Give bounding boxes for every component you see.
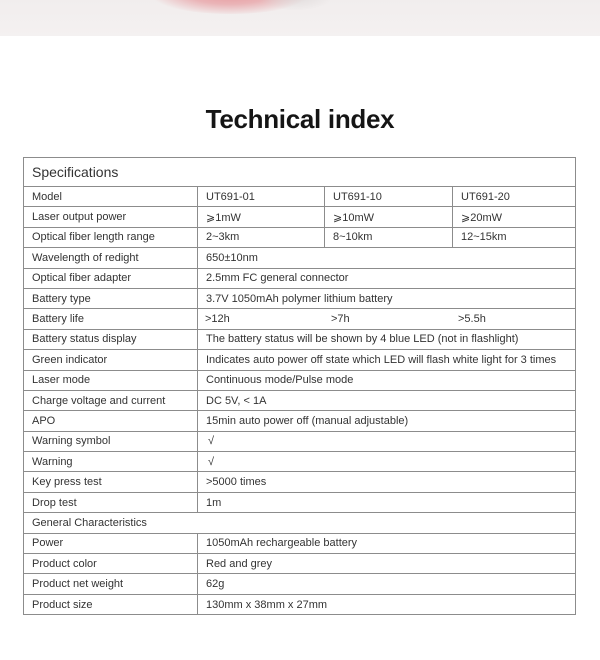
row-label: Product net weight bbox=[24, 574, 198, 594]
table-row bbox=[24, 452, 576, 472]
table-row bbox=[24, 329, 576, 349]
row-label: Laser output power bbox=[24, 207, 198, 227]
cell-value: UT691-10 bbox=[325, 187, 453, 207]
cell-value: 62g bbox=[198, 574, 576, 594]
cell-value: UT691-01 bbox=[198, 187, 325, 207]
table-section-row bbox=[24, 513, 576, 533]
cell-value: 3.7V 1050mAh polymer lithium battery bbox=[198, 288, 576, 308]
table-row bbox=[24, 554, 576, 574]
cell-value: DC 5V, < 1A bbox=[198, 390, 576, 410]
general-characteristics-header: General Characteristics bbox=[24, 513, 576, 533]
cell-value: 130mm x 38mm x 27mm bbox=[198, 594, 576, 614]
table-row bbox=[24, 431, 576, 451]
table-header-row bbox=[24, 158, 576, 187]
table-row bbox=[24, 492, 576, 512]
battery-life-values bbox=[198, 309, 576, 329]
table-row bbox=[24, 411, 576, 431]
cell-value: The battery status will be shown by 4 blue LED (not in flashlight) bbox=[198, 329, 576, 349]
cell-value: ⩾10mW bbox=[325, 207, 453, 227]
row-label: Key press test bbox=[24, 472, 198, 492]
table-row bbox=[24, 594, 576, 614]
row-label: Product color bbox=[24, 554, 198, 574]
row-label: APO bbox=[24, 411, 198, 431]
check-mark: √ bbox=[198, 452, 576, 472]
row-label: Charge voltage and current bbox=[24, 390, 198, 410]
table-row bbox=[24, 390, 576, 410]
table-row bbox=[24, 187, 576, 207]
cell-value: 1m bbox=[198, 492, 576, 512]
row-label: Power bbox=[24, 533, 198, 553]
row-label: Drop test bbox=[24, 492, 198, 512]
table-row bbox=[24, 533, 576, 553]
cell-value: Continuous mode/Pulse mode bbox=[198, 370, 576, 390]
cell-value: >7h bbox=[331, 313, 350, 326]
table-row bbox=[24, 472, 576, 492]
table-row bbox=[24, 309, 576, 329]
row-label: Optical fiber length range bbox=[24, 227, 198, 247]
row-label: Product size bbox=[24, 594, 198, 614]
cell-value: >5.5h bbox=[458, 313, 486, 326]
cell-value: 12~15km bbox=[453, 227, 576, 247]
cell-value: >12h bbox=[205, 313, 230, 326]
product-banner bbox=[0, 0, 600, 36]
cell-value: Indicates auto power off state which LED will flash white light for 3 times bbox=[198, 350, 576, 370]
cell-value: Red and grey bbox=[198, 554, 576, 574]
table-row bbox=[24, 574, 576, 594]
cell-value: ⩾20mW bbox=[453, 207, 576, 227]
cell-value: >5000 times bbox=[198, 472, 576, 492]
cell-value: 1050mAh rechargeable battery bbox=[198, 533, 576, 553]
specifications-header: Specifications bbox=[24, 158, 576, 187]
spec-table bbox=[23, 157, 576, 615]
table-row bbox=[24, 350, 576, 370]
row-label: Model bbox=[24, 187, 198, 207]
row-label: Wavelength of redight bbox=[24, 248, 198, 268]
cell-value: 8~10km bbox=[325, 227, 453, 247]
row-label: Warning bbox=[24, 452, 198, 472]
row-label: Battery life bbox=[24, 309, 198, 329]
row-label: Battery type bbox=[24, 288, 198, 308]
cell-value: UT691-20 bbox=[453, 187, 576, 207]
page-title: Technical index bbox=[205, 104, 395, 134]
check-mark: √ bbox=[198, 431, 576, 451]
cell-value: 2.5mm FC general connector bbox=[198, 268, 576, 288]
row-label: Battery status display bbox=[24, 329, 198, 349]
table-row bbox=[24, 207, 576, 227]
table-row bbox=[24, 288, 576, 308]
row-label: Warning symbol bbox=[24, 431, 198, 451]
cell-value: ⩾1mW bbox=[198, 207, 325, 227]
table-row bbox=[24, 268, 576, 288]
cell-value: 2~3km bbox=[198, 227, 325, 247]
row-label: Optical fiber adapter bbox=[24, 268, 198, 288]
table-row bbox=[24, 370, 576, 390]
cell-value: 15min auto power off (manual adjustable) bbox=[198, 411, 576, 431]
row-label: Green indicator bbox=[24, 350, 198, 370]
row-label: Laser mode bbox=[24, 370, 198, 390]
cell-value: 650±10nm bbox=[198, 248, 576, 268]
table-row bbox=[24, 227, 576, 247]
table-row bbox=[24, 248, 576, 268]
